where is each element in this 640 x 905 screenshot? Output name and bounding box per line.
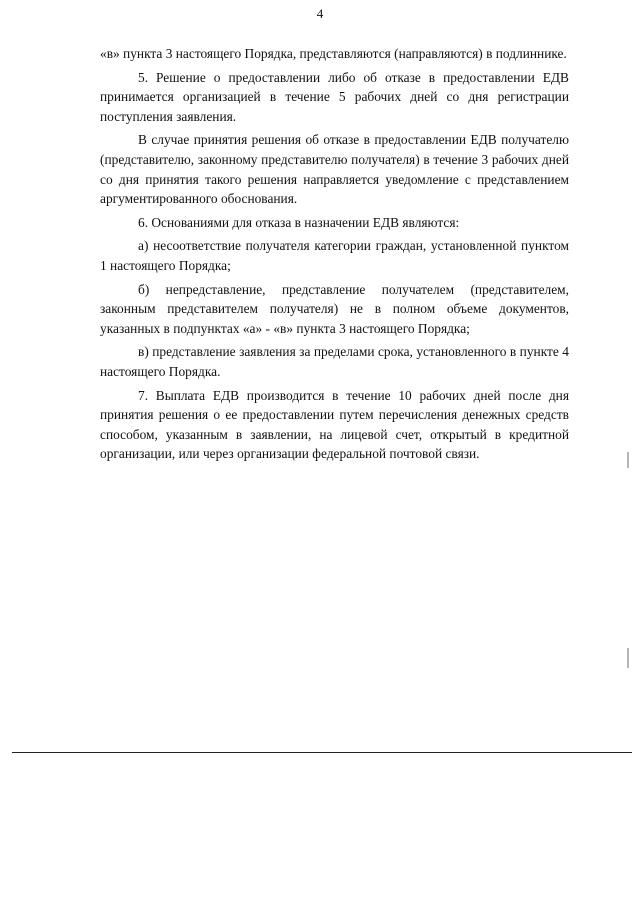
paragraph-refusal-notice: В случае принятия решения об отказе в предоставлении ЕДВ получателю (представителю, законному представителю получателя) в течение 3 рабочих дней со дня принятия такого решения направляется уведомление с представлением аргументированного обоснования.	[100, 132, 569, 207]
paragraph-item-5: 5. Решение о предоставлении либо об отказе в предоставлении ЕДВ принимается организацией в течение 5 рабочих дней со дня регистрации поступления заявления.	[100, 69, 569, 124]
page-divider-line	[12, 752, 632, 753]
page-number: 4	[316, 6, 324, 21]
paragraph-continuation: «в» пункта 3 настоящего Порядка, представляются (направляются) в подлиннике.	[100, 46, 567, 61]
paragraph-subitem-b: б) непредставление, представление получателем (представителем, законным представителем получателя) не в полном объеме документов, указанных в подпунктах «а» - «в» пункта 3 настоящего Порядка;	[100, 281, 569, 336]
paragraph-item-6: 6. Основаниями для отказа в назначении ЕДВ являются:	[138, 214, 460, 230]
paragraph-subitem-v: в) представление заявления за пределами срока, установленного в пункте 4 настоящего Порядка.	[100, 344, 569, 379]
scan-artifact-mark	[627, 452, 629, 468]
scan-artifact-mark	[627, 648, 629, 668]
document-body	[100, 44, 569, 468]
paragraph-subitem-a: а) несоответствие получателя категории граждан, установленной пунктом 1 настоящего Порядка;	[100, 238, 569, 273]
paragraph-item-7: 7. Выплата ЕДВ производится в течение 10 рабочих дней после дня принятия решения о ее предоставлении путем перечисления денежных средств способом, указанным в заявлении, на лицевой счет, открытый в кредитной организации, или через организации федеральной почтовой связи.	[100, 387, 569, 462]
